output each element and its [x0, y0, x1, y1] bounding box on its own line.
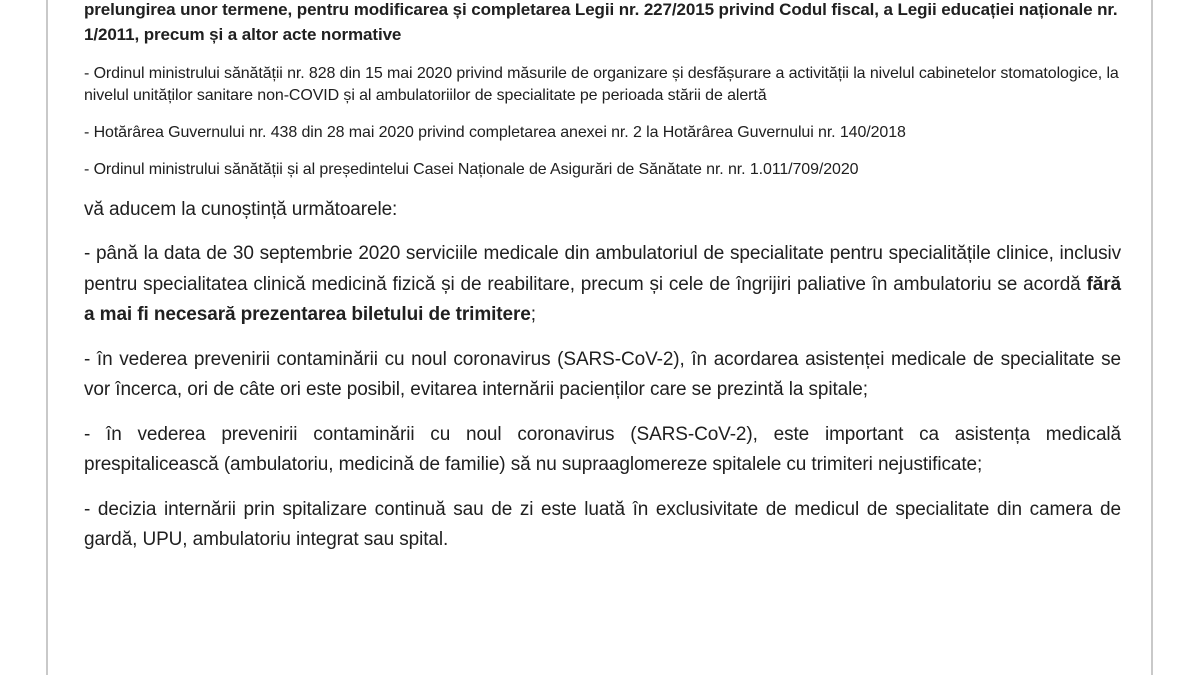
point-no-referral-emphasis: fără a mai fi necesară prezentarea biletului de trimitere [84, 273, 1121, 325]
document-body [84, 0, 1121, 570]
point-no-referral-end: ; [530, 304, 536, 325]
opening-fragment-paragraph: prelungirea unor termene, pentru modificarea și completarea Legii nr. 227/2015 privind Codul fiscal, a Legii educației naționale nr. 1/2011, precum și a altor acte normative [84, 0, 1118, 44]
reference-order-1011: - Ordinul ministrului sănătății și al președintelui Casei Naționale de Asigurări de Sănătate nr. nr. 1.011/709/2020 [84, 161, 859, 178]
point-admission-decision: - decizia internării prin spitalizare continuă sau de zi este luată în exclusivitate de medicul de specialitate din camera de gardă, UPU, ambulatoriu integrat sau spital. [84, 498, 1121, 550]
intro-paragraph: vă aducem la cunoștință următoarele: [84, 199, 398, 220]
reference-order-828: - Ordinul ministrului sănătății nr. 828 din 15 mai 2020 privind măsurile de organizare și desfășurare a activității la nivelul cabinetelor stomatologice, la nivelul unităților sanitare non-COVID și al ambulatoriilor de specialitate pe perioada stării de alertă [84, 65, 1119, 104]
point-avoid-hospitalization: - în vederea prevenirii contaminării cu noul coronavirus (SARS-CoV-2), în acordarea asistenței medicale de specialitate se vor încerca, ori de câte ori este posibil, evitarea internării pacienților care se prezintă la spitale; [84, 348, 1121, 400]
point-no-referral-text: - până la data de 30 septembrie 2020 serviciile medicale din ambulatoriul de specialitate pentru specialitățile clinice, inclusiv pentru specialitatea clinică medicină fizică și de reabilitare, precum și cele de îngrijiri paliative în ambulatoriu se acordă [84, 243, 1121, 295]
point-no-referral [84, 239, 1121, 331]
point-prehospital-care: - în vederea prevenirii contaminării cu noul coronavirus (SARS-CoV-2), este important ca asistența medicală prespitalicească (ambulatoriu, medicină de familie) să nu supraaglomereze spitalele cu trimiteri nejustificate; [84, 423, 1121, 475]
page-border-left [46, 0, 48, 675]
reference-hg-438: - Hotărârea Guvernului nr. 438 din 28 mai 2020 privind completarea anexei nr. 2 la Hotărârea Guvernului nr. 140/2018 [84, 124, 906, 141]
page-border-right [1151, 0, 1153, 675]
